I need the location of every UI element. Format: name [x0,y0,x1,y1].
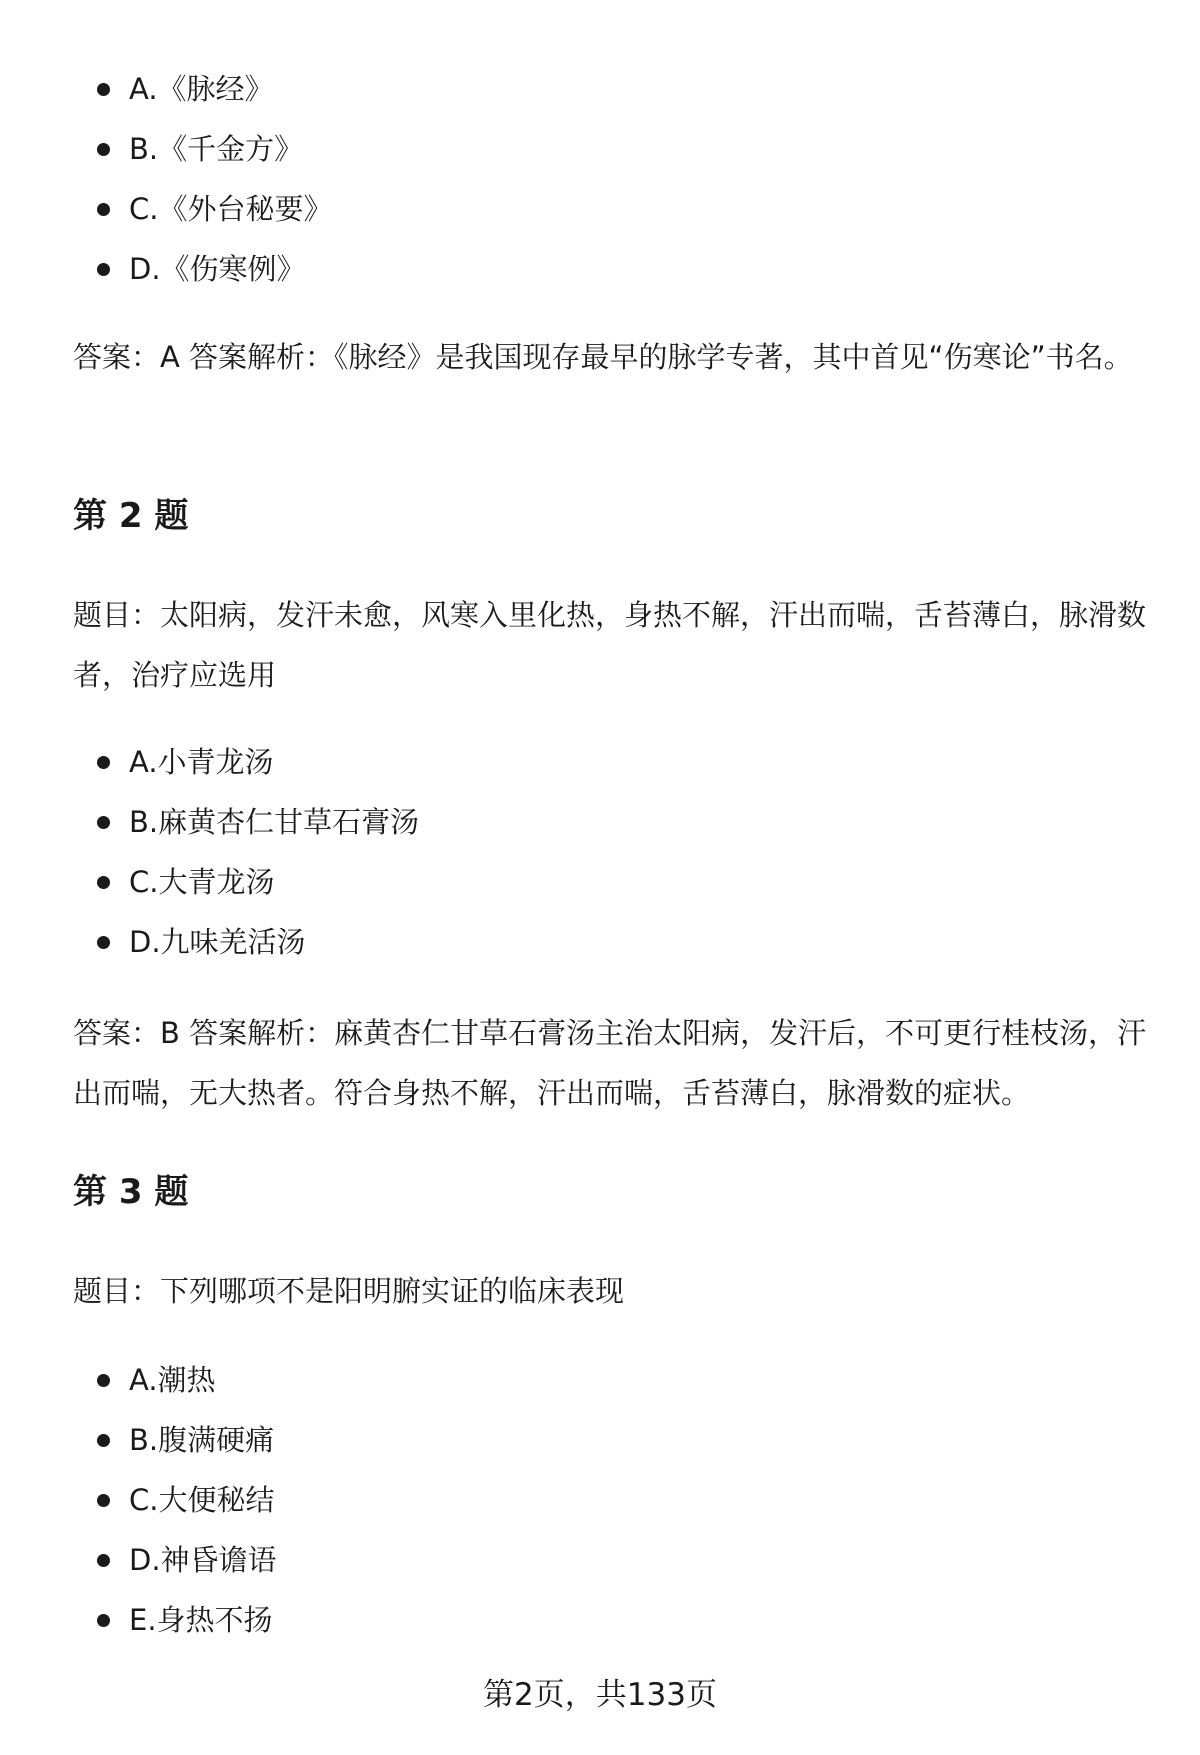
bullet-icon [97,1374,110,1387]
list-item [0,852,1200,912]
q3-option-d: D.神昏谵语 [129,1543,277,1577]
q2-heading: 第 2 题 [73,496,189,536]
list-item [0,239,1200,299]
q2-answer: 答案：B 答案解析：麻黄杏仁甘草石膏汤主治太阳病，发汗后，不可更行桂枝汤，汗出而喘，无大热者。符合身热不解，汗出而喘，舌苔薄白，脉滑数的症状。 [73,1016,1147,1110]
q1-option-b: B.《千金方》 [129,132,304,166]
bullet-icon [97,816,110,829]
bullet-icon [97,756,110,769]
list-item [0,1590,1200,1650]
list-item [0,732,1200,792]
list-item [0,179,1200,239]
list-item [0,912,1200,972]
q3-heading: 第 3 题 [73,1172,189,1212]
list-item [0,59,1200,119]
bullet-icon [97,936,110,949]
bullet-icon [97,203,110,216]
list-item [0,1470,1200,1530]
q3-options-list [0,1350,1200,1650]
q1-options-list [0,59,1200,299]
q2-option-a: A.小青龙汤 [129,745,274,779]
bullet-icon [97,263,110,276]
q3-question: 题目：下列哪项不是阳明腑实证的临床表现 [73,1274,625,1308]
q3-option-a: A.潮热 [129,1363,216,1397]
q3-option-b: B.腹满硬痛 [129,1423,275,1457]
bullet-icon [97,1614,110,1627]
q1-answer: 答案：A 答案解析：《脉经》是我国现存最早的脉学专著，其中首见“伤寒论”书名。 [73,340,1133,374]
q2-option-d: D.九味羌活汤 [129,925,306,959]
q2-option-c: C.大青龙汤 [129,865,275,899]
q2-options-list [0,732,1200,972]
list-item [0,1530,1200,1590]
q3-option-c: C.大便秘结 [129,1483,275,1517]
list-item [0,1410,1200,1470]
q3-option-e: E.身热不扬 [129,1603,273,1637]
page-number-footer: 第2页，共133页 [483,1677,717,1713]
bullet-icon [97,1494,110,1507]
list-item [0,119,1200,179]
list-item [0,792,1200,852]
bullet-icon [97,83,110,96]
q2-option-b: B.麻黄杏仁甘草石膏汤 [129,805,420,839]
q1-option-c: C.《外台秘要》 [129,192,333,226]
bullet-icon [97,1554,110,1567]
q1-option-a: A.《脉经》 [129,72,274,106]
q1-option-d: D.《伤寒例》 [129,252,306,286]
q2-question: 题目：太阳病，发汗未愈，风寒入里化热，身热不解，汗出而喘，舌苔薄白，脉滑数者，治疗应选用 [73,598,1147,692]
bullet-icon [97,876,110,889]
bullet-icon [97,143,110,156]
bullet-icon [97,1434,110,1447]
list-item [0,1350,1200,1410]
